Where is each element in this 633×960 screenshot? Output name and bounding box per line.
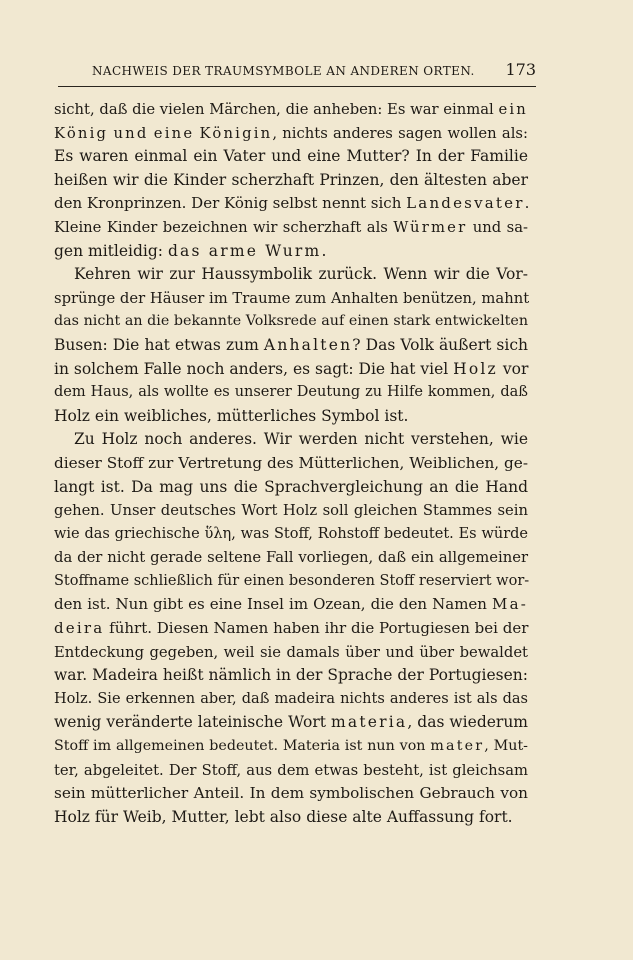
text-line bbox=[54, 546, 528, 570]
page-number: 173 bbox=[505, 60, 536, 79]
text-line bbox=[54, 476, 528, 500]
text-segment: und sa- bbox=[467, 218, 528, 236]
text-line bbox=[54, 735, 528, 759]
text-line bbox=[54, 641, 528, 665]
spaced-emphasis: materia bbox=[330, 713, 408, 732]
text-line bbox=[54, 358, 528, 382]
text-segment: gen mitleidig: bbox=[54, 241, 168, 260]
text-line bbox=[54, 570, 528, 594]
text-line bbox=[54, 428, 528, 452]
text-line bbox=[54, 452, 528, 476]
spaced-emphasis: eine bbox=[153, 124, 195, 142]
text-line bbox=[54, 169, 528, 193]
text-segment: Holz. Sie erkennen aber, daß madeira nichts anderes ist als das bbox=[54, 690, 528, 707]
text-line bbox=[54, 287, 528, 311]
spaced-emphasis: Landesvater bbox=[406, 194, 525, 213]
text-line bbox=[54, 782, 528, 806]
text-line bbox=[54, 263, 528, 287]
text-segment: langt ist. Da mag uns die Sprachvergleichung an die Hand bbox=[54, 477, 528, 496]
text-line bbox=[54, 145, 528, 169]
text-segment: wenig veränderte lateinische Wort bbox=[54, 713, 331, 732]
spaced-emphasis: König bbox=[54, 124, 109, 142]
text-line bbox=[54, 405, 528, 429]
text-line bbox=[54, 688, 528, 712]
text-segment: vor bbox=[497, 359, 529, 378]
text-line bbox=[54, 192, 528, 216]
spaced-emphasis: Anhalten bbox=[263, 335, 353, 354]
text-segment: dieser Stoff zur Vertretung des Mütterlichen, Weiblichen, ge- bbox=[54, 453, 528, 472]
text-segment: Kehren wir zur Haussymbolik zurück. Wenn wir die Vor- bbox=[74, 265, 528, 284]
text-segment: war. Madeira heißt nämlich in der Sprache der Portugiesen: bbox=[54, 666, 528, 685]
text-segment: Es waren einmal ein Vater und eine Mutter? In der Familie bbox=[54, 147, 528, 166]
text-segment: , Mut- bbox=[484, 738, 528, 755]
running-head-title: NACHWEIS DER TRAUMSYMBOLE AN ANDEREN ORTEN. bbox=[92, 64, 475, 78]
spaced-emphasis: deira bbox=[54, 619, 105, 638]
text-line bbox=[54, 759, 528, 783]
text-segment: ter, abgeleitet. Der Stoff, aus dem etwas besteht, ist gleichsam bbox=[54, 761, 528, 779]
spaced-emphasis: und bbox=[113, 124, 149, 142]
text-segment: ? Das Volk äußert sich bbox=[352, 335, 529, 354]
text-line bbox=[54, 711, 528, 735]
text-line bbox=[54, 310, 528, 334]
text-line bbox=[54, 122, 528, 146]
text-segment: , das wiederum bbox=[407, 713, 529, 732]
text-segment: führt. Diesen Namen haben ihr die Portugiesen bei der bbox=[104, 619, 529, 638]
text-line bbox=[54, 381, 528, 405]
text-segment: Stoffname schließlich für einen besonderen Stoff reserviert wor- bbox=[54, 572, 530, 589]
spaced-emphasis: Königin bbox=[199, 124, 273, 142]
text-segment: da der nicht gerade seltene Fall vorliegen, daß ein allgemeiner bbox=[54, 549, 528, 567]
spaced-emphasis: mater bbox=[430, 738, 485, 755]
body-text bbox=[54, 98, 528, 829]
text-line bbox=[54, 98, 528, 122]
text-segment: sicht, daß die vielen Märchen, die anheben: Es war einmal bbox=[54, 101, 499, 118]
spaced-emphasis: Würmer bbox=[393, 218, 468, 236]
text-segment: den Kronprinzen. Der König selbst nennt sich bbox=[54, 194, 407, 213]
text-line bbox=[54, 240, 528, 264]
spaced-emphasis: Ma- bbox=[492, 595, 528, 614]
text-line bbox=[54, 334, 528, 358]
text-segment: wie das griechische ὕλη, was Stoff, Rohstoff bedeutet. Es würde bbox=[54, 525, 528, 542]
spaced-emphasis: das arme Wurm bbox=[167, 241, 322, 260]
text-line bbox=[54, 806, 528, 830]
text-line bbox=[54, 499, 528, 523]
text-segment: in solchem Falle noch anders, es sagt: Die hat viel bbox=[54, 359, 454, 378]
text-line bbox=[54, 216, 528, 240]
text-line bbox=[54, 593, 528, 617]
spaced-emphasis: ein bbox=[498, 101, 528, 118]
text-segment: dem Haus, als wollte es unserer Deutung zu Hilfe kommen, daß bbox=[54, 384, 528, 401]
text-line bbox=[54, 523, 528, 547]
text-segment: den ist. Nun gibt es eine Insel im Ozean, die den Namen bbox=[54, 595, 493, 614]
text-segment: . bbox=[321, 241, 327, 260]
text-segment: sprünge der Häuser im Traume zum Anhalten benützen, mahnt bbox=[54, 289, 530, 307]
text-segment: Busen: Die hat etwas zum bbox=[54, 335, 264, 354]
text-segment: Entdeckung gegeben, weil sie damals über und über bewaldet bbox=[54, 643, 528, 661]
text-segment: Stoff im allgemeinen bedeutet. Materia ist nun von bbox=[54, 738, 431, 755]
text-line bbox=[54, 617, 528, 641]
text-segment: , nichts anderes sagen wollen als: bbox=[272, 124, 528, 142]
text-line bbox=[54, 664, 528, 688]
text-segment: das nicht an die bekannte Volksrede auf einen stark entwickelten bbox=[54, 313, 528, 330]
text-segment: gehen. Unser deutsches Wort Holz soll gleichen Stammes sein bbox=[54, 502, 528, 520]
text-segment: sein mütterlicher Anteil. In dem symbolischen Gebrauch von bbox=[54, 784, 528, 803]
spaced-emphasis: Holz bbox=[453, 359, 498, 378]
text-segment: heißen wir die Kinder scherzhaft Prinzen, den ältesten aber bbox=[54, 170, 528, 189]
text-segment: Zu Holz noch anderes. Wir werden nicht verstehen, wie bbox=[74, 430, 528, 449]
text-segment: Kleine Kinder bezeichnen wir scherzhaft als bbox=[54, 218, 394, 236]
text-segment: Holz für Weib, Mutter, lebt also diese alte Auffassung fort. bbox=[54, 807, 513, 826]
header-rule bbox=[58, 86, 536, 87]
text-segment: . bbox=[524, 194, 530, 213]
text-segment: Holz ein weibliches, mütterliches Symbol ist. bbox=[54, 406, 409, 425]
